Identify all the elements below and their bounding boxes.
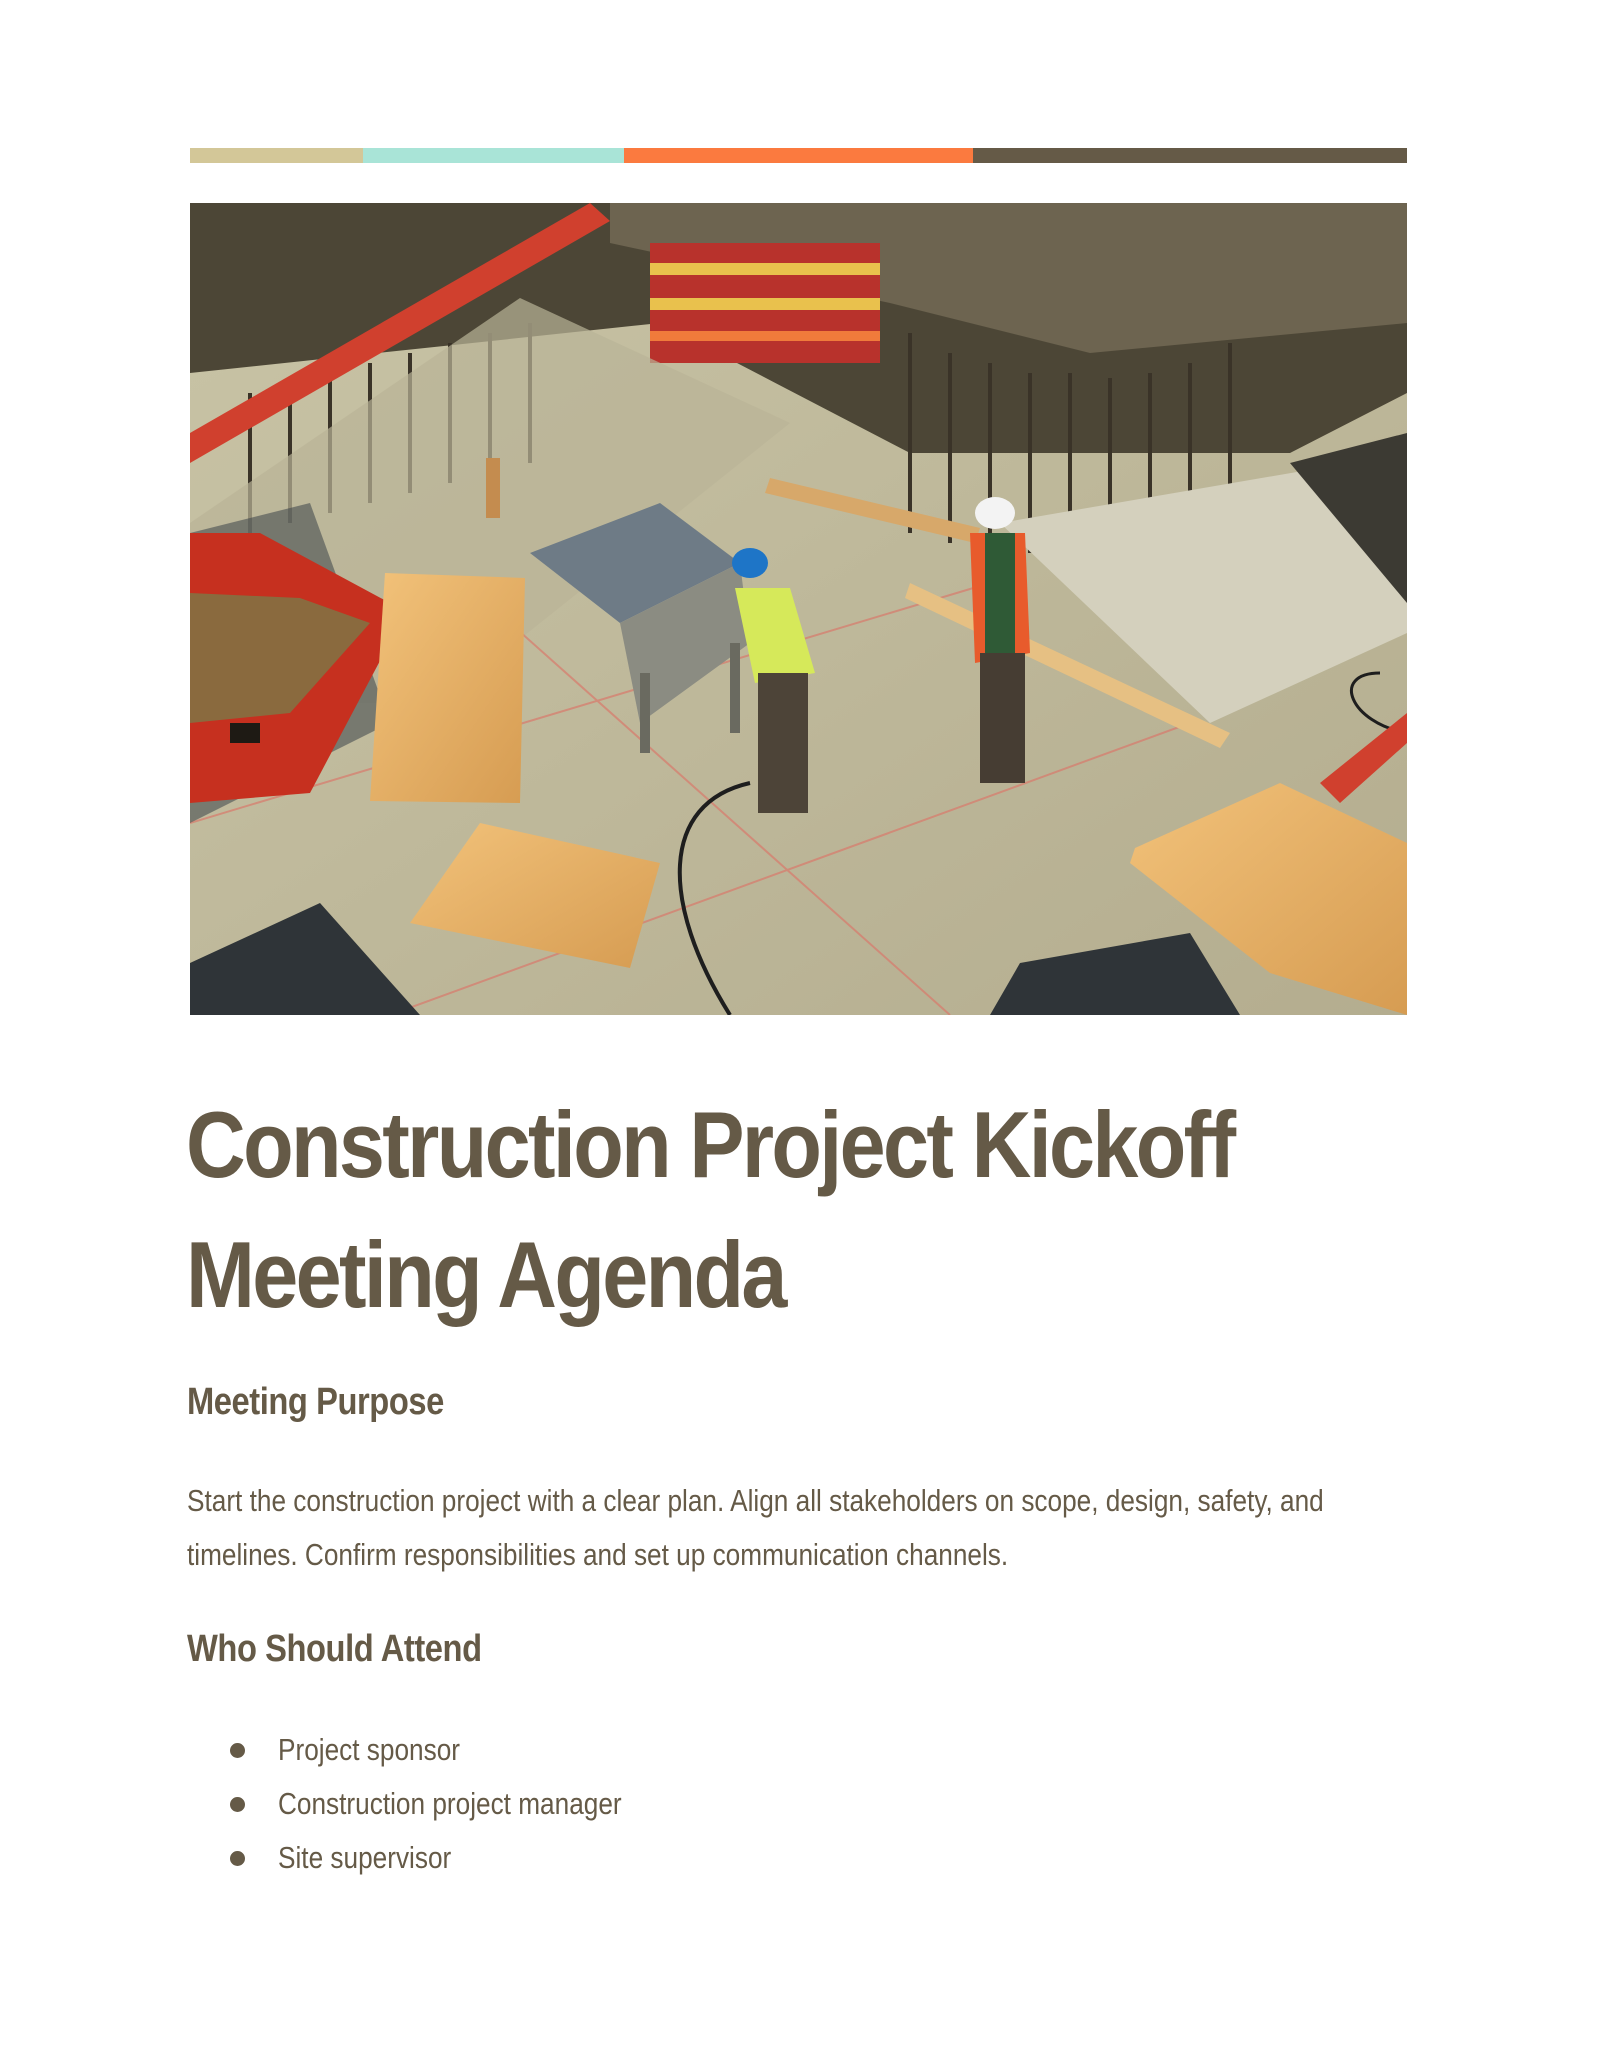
section-heading-meeting-purpose: Meeting Purpose	[187, 1381, 444, 1423]
meeting-purpose-text: Start the construction project with a clear plan. Align all stakeholders on scope, design, safety, and timelines. Confirm responsibilities and set up communication channels.	[187, 1483, 1324, 1572]
attendee-label: Construction project manager	[278, 1786, 622, 1821]
color-bar-segment-sand	[190, 148, 363, 163]
list-item	[230, 1777, 685, 1831]
bullet-icon	[230, 1743, 245, 1758]
attendee-label: Site supervisor	[278, 1840, 452, 1875]
construction-site-illustration	[190, 203, 1407, 1015]
attendee-list	[230, 1723, 685, 1885]
list-item	[230, 1723, 685, 1777]
header-color-bar	[190, 148, 1407, 163]
hero-image	[190, 203, 1407, 1015]
section-heading-who-should-attend: Who Should Attend	[187, 1628, 482, 1670]
color-bar-segment-orange	[624, 148, 972, 163]
color-bar-segment-mint	[363, 148, 625, 163]
list-item	[230, 1831, 685, 1885]
bullet-icon	[230, 1797, 245, 1812]
document-title: Construction Project Kickoff Meeting Agenda	[186, 1092, 1234, 1327]
attendee-label: Project sponsor	[278, 1732, 461, 1767]
color-bar-segment-brown	[973, 148, 1407, 163]
bullet-icon	[230, 1851, 245, 1866]
